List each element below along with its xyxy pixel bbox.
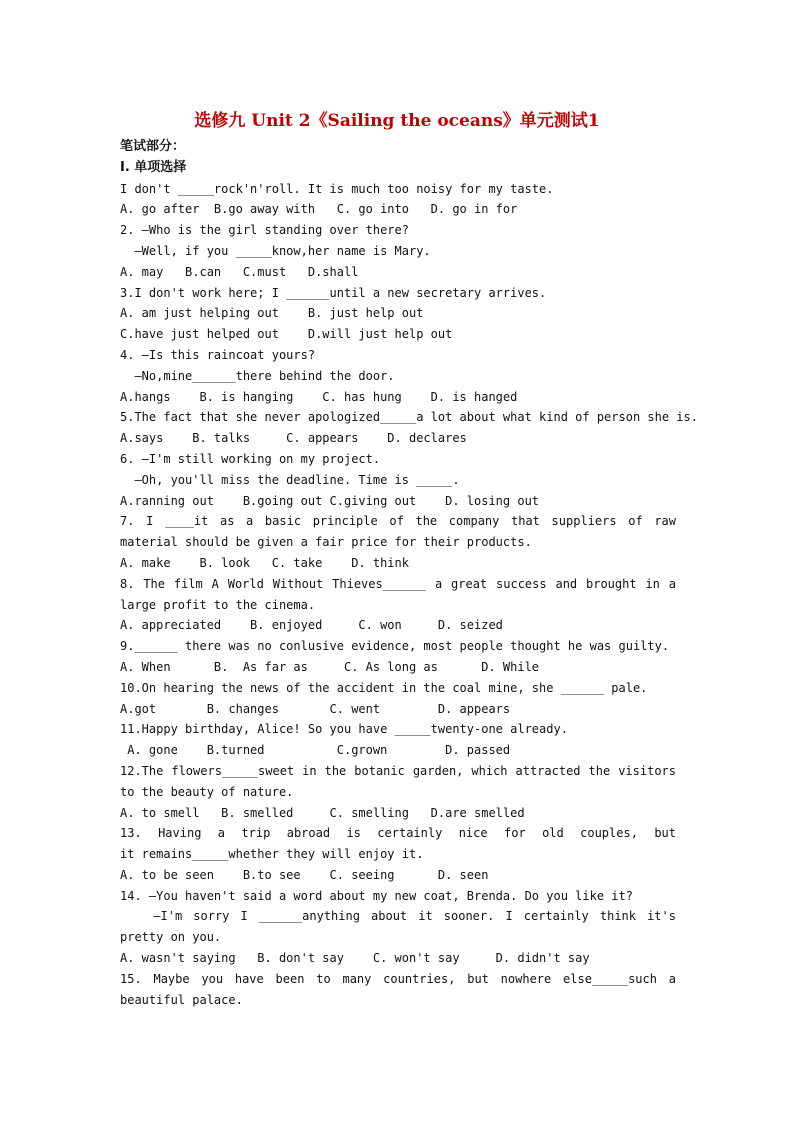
question-14	[120, 886, 684, 969]
section-label: 笔试部分：	[120, 139, 186, 154]
question-6	[120, 449, 676, 511]
question-options: A. to be seen B.to see C. seeing D. seen	[120, 867, 489, 882]
question-2	[120, 220, 676, 282]
question-4	[120, 345, 676, 407]
question-stem-reply: —Well, if you _____know,her name is Mary.	[120, 243, 431, 258]
question-stem: 14. —You haven't said a word about my new coat, Brenda. Do you like it?	[120, 888, 633, 903]
question-10	[120, 678, 676, 720]
question-15	[120, 969, 684, 1011]
question-options: A. wasn't saying B. don't say C. won't say D. didn't say	[120, 951, 590, 966]
question-stem: 2. —Who is the girl standing over there?	[120, 223, 409, 238]
question-stem: 9.______ there was no conlusive evidence, most people thought he was guilty.	[120, 639, 670, 654]
question-options: A. may B.can C.must D.shall	[120, 264, 359, 279]
question-stem: 6. —I'm still working on my project.	[120, 451, 381, 466]
question-stem-reply: —I'm sorry I ______anything about it sooner. I certainly think it's pretty on you.	[120, 909, 684, 945]
question-7	[120, 511, 684, 573]
question-options-2: C.have just helped out D.will just help out	[120, 327, 453, 342]
question-3	[120, 283, 676, 345]
document-title: 选修九 Unit 2《Sailing the oceans》单元测试1	[194, 111, 600, 131]
question-12	[120, 761, 684, 823]
question-options: A.hangs B. is hanging C. has hung D. is hanged	[120, 389, 518, 404]
question-9	[120, 636, 676, 678]
question-stem: 13. Having a trip abroad is certainly nice for old couples, but it remains_____whether they will enjoy it.	[120, 826, 691, 862]
question-stem-reply: —Oh, you'll miss the deadline. Time is _____.	[120, 472, 460, 487]
question-options: A. to smell B. smelled C. smelling D.are smelled	[120, 805, 525, 820]
question-stem: 5.The fact that she never apologized_____a lot about what kind of person she is.	[120, 410, 698, 425]
question-options: A. appreciated B. enjoyed C. won D. seized	[120, 618, 503, 633]
question-13	[120, 823, 691, 885]
document-body	[120, 137, 698, 1010]
question-options: A. am just helping out B. just help out	[120, 306, 424, 321]
question-options: A. make B. look C. take D. think	[120, 555, 409, 570]
question-1	[120, 179, 676, 221]
question-stem: I don't _____rock'n'roll. It is much too noisy for my taste.	[120, 181, 554, 196]
question-stem: 8. The film A World Without Thieves______ a great success and brought in a large profit to the cinema.	[120, 576, 684, 612]
question-stem: 7. I ____it as a basic principle of the company that suppliers of raw material should be given a fair price for their products.	[120, 514, 684, 550]
question-stem: 12.The flowers_____sweet in the botanic garden, which attracted the visitors to the beauty of nature.	[120, 763, 684, 799]
question-8	[120, 574, 684, 636]
question-stem: 3.I don't work here; I ______until a new secretary arrives.	[120, 285, 547, 300]
question-11	[120, 719, 676, 761]
question-stem: 10.On hearing the news of the accident in the coal mine, she ______ pale.	[120, 680, 648, 695]
question-options: A. When B. As far as C. As long as D. While	[120, 659, 540, 674]
question-stem: 11.Happy birthday, Alice! So you have _____twenty-one already.	[120, 722, 568, 737]
question-options: A.got B. changes C. went D. appears	[120, 701, 511, 716]
question-5	[120, 407, 698, 449]
question-options: A. gone B.turned C.grown D. passed	[120, 743, 511, 758]
question-options: A.ranning out B.going out C.giving out D. losing out	[120, 493, 540, 508]
question-options: A. go after B.go away with C. go into D. go in for	[120, 202, 518, 217]
question-stem: 15. Maybe you have been to many countries, but nowhere else_____such a beautiful palace.	[120, 971, 684, 1007]
part-label: I. 单项选择	[120, 159, 187, 175]
question-stem: 4. —Is this raincoat yours?	[120, 347, 316, 362]
question-stem-reply: —No,mine______there behind the door.	[120, 368, 395, 383]
question-options: A.says B. talks C. appears D. declares	[120, 431, 467, 446]
